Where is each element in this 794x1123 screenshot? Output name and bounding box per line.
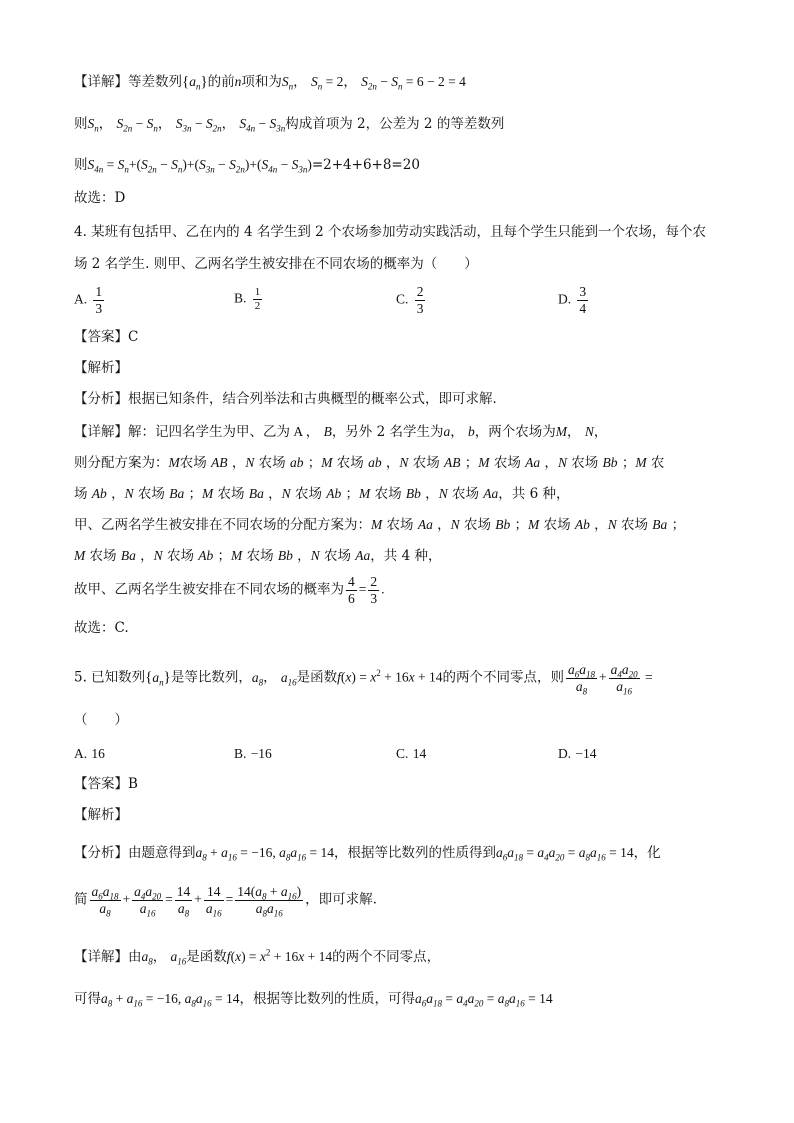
q4-detail-line-2: 则分配方案为：M农场 AB ，N 农场 ab ；M 农场 ab ，N 农场 AB ；M 农场 Aa ，N 农场 Bb ；M 农	[74, 455, 665, 471]
q4-answer: 【答案】C	[74, 329, 139, 345]
q5-detail-line-2: 可得$a_8 + a_{16} = -16$, $a_8a_{16} = 14$，根据等比数列的性质，可得$a_6a_{18} = a_4a_{20} = a_8a_{16} = 14$	[74, 991, 553, 1009]
q5-option-b: B. −16	[234, 746, 272, 761]
q4-detail-line-5: M 农场 Ba ，N 农场 Ab ；M 农场 Bb ，N 农场 Aa，共 4 种，	[74, 548, 442, 564]
q4-detail-line-4: 甲、乙两名学生被安排在不同农场的分配方案为：M 农场 Aa ，N 农场 Bb ；M 农场 Ab ，N 农场 Ba ；	[74, 517, 686, 533]
q4-option-a-fraction: $\frac{1}{3}$	[95, 284, 103, 316]
q4-option-d: D. $\frac{3}{4}$	[558, 284, 587, 316]
q5-option-c: C. 14	[396, 746, 427, 761]
q4-fenxi: 【分析】根据已知条件，结合列举法和古典概型的概率公式，即可求解．	[74, 391, 506, 407]
q4-option-b: B. $\frac{1}{2}$	[234, 286, 261, 312]
q4-stem-line-2: 场 2 名学生. 则甲、乙两名学生被安排在不同农场的概率为（ ）	[74, 256, 478, 272]
q4-option-c-fraction: $\frac{2}{3}$	[416, 284, 424, 316]
q5-option-a: A. 16	[74, 746, 105, 761]
q4-detail-line-6: 故甲、乙两名学生被安排在不同农场的概率为 $\frac{4}{6}$ = $\frac{2}{3}$ .	[74, 574, 385, 606]
q5-analysis-title: 【解析】	[74, 807, 128, 823]
q5-fenxi-line-1: 【分析】由题意得到$a_8 + a_{16} = -16$, $a_8a_{16} = 14$，根据等比数列的性质得到$a_6a_{18} = a_4a_{20} = a_8a_{16} = 14$，化	[74, 845, 661, 863]
q4-option-c: C. $\frac{2}{3}$	[396, 284, 424, 316]
q5-detail-line-1: 【详解】由$a_8$， $a_{16}$是函数$f(x) = x^2 + 16x + 14$的两个不同零点，	[74, 947, 441, 967]
q4-select: 故选：C.	[74, 620, 129, 636]
q5-stem-line-2: （ ）	[74, 712, 128, 728]
q5-expression-fraction-1: $\frac{a_6a_{18}}{a_8}$	[568, 662, 595, 697]
solution-line-1: 【详解】等差数列$\{a_n\}$的前n项和为$S_n$， $S_n = 2$， $S_{2n} - S_n = 6 - 2 = 4$	[74, 74, 466, 92]
q5-stem-line-1: 5. 已知数列$\{a_n\}$是等比数列，$a_8$， $a_{16}$是函数$f(x) = x^2 + 16x + 14$的两个不同零点，则 $\frac{a_6a_{18}}{a_8}$ + $\frac{a_4a_{20}}{a_{16}}$ =	[74, 662, 653, 697]
select-d-line: 故选：D	[74, 190, 126, 206]
q5-fenxi-line-2: 简 $\frac{a_6a_{18}}{a_8}$ + $\frac{a_4a_{20}}{a_{16}}$ = $\frac{14}{a_8}$ + $\frac{14}{a_{16}}$ = $\frac{14(a_8 + a_{16})}{a_8a_{16}}$ ，即可求解.	[74, 884, 377, 919]
q4-option-b-fraction: $\frac{1}{2}$	[254, 286, 261, 312]
solution-line-3: 则$S_{4n} = S_n+(S_{2n} - S_n)+(S_{3n} - S_{2n})+(S_{4n} - S_{3n})=2+4+6+8=20$	[74, 157, 420, 175]
q4-stem-line-1: 4. 某班有包括甲、乙在内的 4 名学生到 2 个农场参加劳动实践活动，且每个学生只能到一个农场，每个农	[74, 224, 707, 240]
q4-option-a: A. $\frac{1}{3}$	[74, 284, 103, 316]
q4-option-d-fraction: $\frac{3}{4}$	[579, 284, 587, 316]
probability-fraction-2-3: $\frac{2}{3}$	[370, 574, 378, 606]
q5-expression-fraction-2: $\frac{a_4a_{20}}{a_{16}}$	[610, 662, 638, 697]
probability-fraction-4-6: $\frac{4}{6}$	[348, 574, 355, 606]
solution-line-2: 则$S_n$， $S_{2n} - S_n$， $S_{3n} - S_{2n}$， $S_{4n} - S_{3n}$构成首项为 2，公差为 2 的等差数列	[74, 116, 505, 134]
q4-detail-line-3: 场 Ab ，N 农场 Ba ；M 农场 Ba ，N 农场 Ab ；M 农场 Bb ，N 农场 Aa，共 6 种，	[74, 486, 570, 502]
q5-answer: 【答案】B	[74, 776, 138, 792]
q4-detail-line-1: 【详解】解：记四名学生为甲、乙为 A ， B，另外 2 名学生为a， b，两个农场为M， N，	[74, 424, 608, 440]
q4-analysis-title: 【解析】	[74, 360, 128, 376]
q5-option-d: D. −14	[558, 746, 597, 761]
